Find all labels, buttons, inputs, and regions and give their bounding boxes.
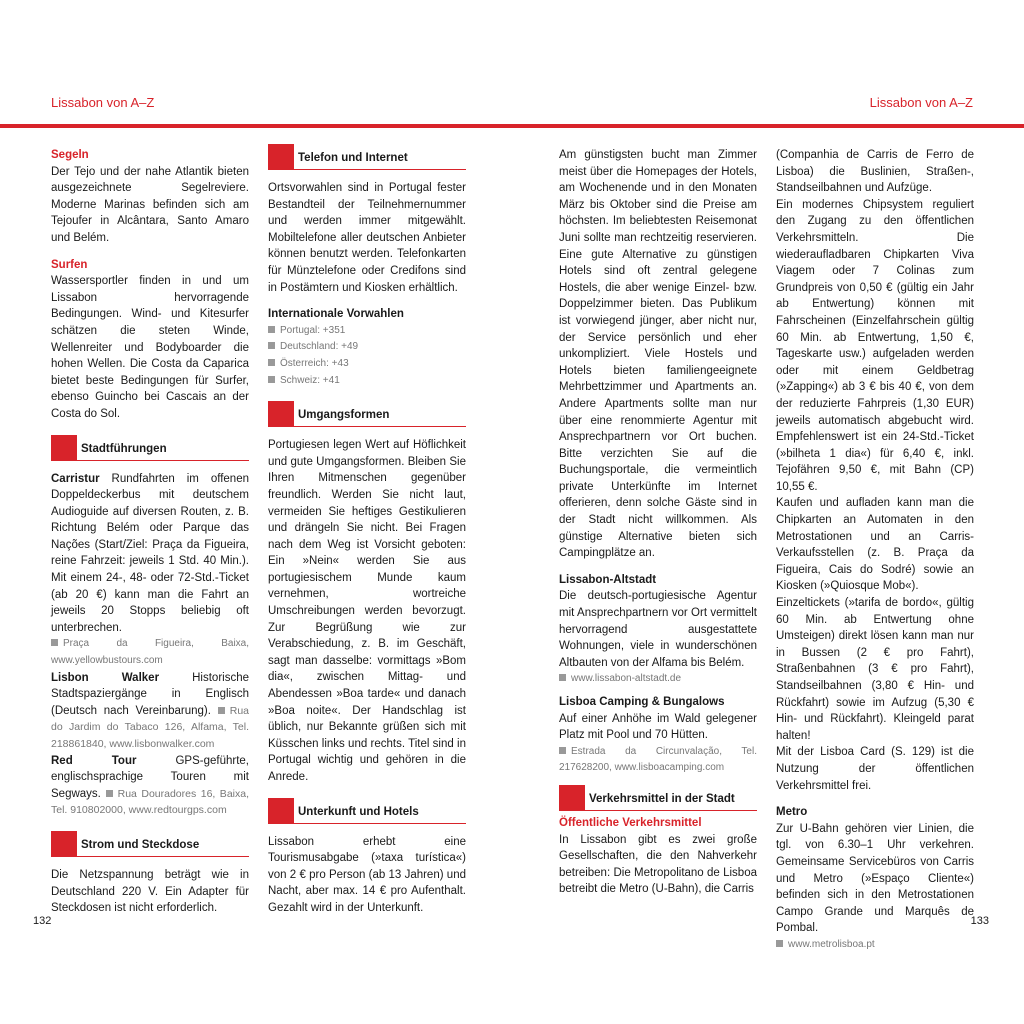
column-4 <box>776 147 974 954</box>
info-bullet-icon <box>559 674 566 681</box>
page-number-left: 132 <box>33 915 52 927</box>
section-marker <box>559 785 585 811</box>
text-hotels-intro: Am günstigsten bucht man Zimmer meist über die Homepages der Hotels, am Wochenende und in den Monaten März bis Oktober sind die Preise am höchsten. Im beliebtesten Reisemonat Juni sollte man rechtzeitig reservieren. Eine gute Alternative zu günstigen Hotels sind oft zentral gelegene Hostels, die aber wenige Einzel- bzw. Doppelzimmer bieten. Das Publikum ist vorwiegend jünger, aber nicht nur, der Service persönlich und eher unkompliziert. Viele Hostels und Hotels bieten familiengeeignete Mehrbettzimmer und Apartments an. Andere Apartments sollte man nur über eine renommierte Agentur mit Ansprechpartnern vor Ort buchen. Bitte verzichten Sie auf die Buchungsportale, die vermeintlich private Unterkünfte im Internet offerieren, denn solche Gäste sind in der Stadt nicht willkommen. Als günstige Alternative bieten sich Campingplätze an. <box>559 149 757 560</box>
entry-name: Carristur <box>51 472 100 485</box>
text-strom: Die Netzspannung beträgt wie in Deutschland 220 V. Ein Adapter für Steckdosen ist nicht erforderlich. <box>51 868 249 915</box>
text-carris-cont: (Companhia de Carris de Ferro de Lisboa) die Buslinien, Straßen-, Standseilbahnen und Aufzüge. <box>776 149 974 195</box>
section-title: Stadtführungen <box>77 442 249 461</box>
section-unterkunft <box>268 798 466 824</box>
info-bullet-icon <box>218 707 225 714</box>
vorwahl-item <box>268 339 466 356</box>
page-number-right: 133 <box>970 915 989 927</box>
info-carristur <box>51 636 249 669</box>
info-bullet-icon <box>51 639 58 646</box>
column-1 <box>51 147 249 917</box>
section-title: Unterkunft und Hotels <box>294 805 466 824</box>
entry-text: Rundfahrten im offenen Doppeldeckerbus mit deutschem Audioguide auf diversen Routen, z. B. Richtung Belém oder Parque das Nações (Start/Ziel: Praça da Figueira, reine Fahrzeit: jeweils 1 Std. 40 Min.). Mit einem 24-, 48- oder 72-Std.-Ticket (ab 20 €) kann man die Fahrt an jeweils 20 Stopps beliebig oft unterbrechen. <box>51 472 249 634</box>
text-metro: Zur U-Bahn gehören vier Linien, die tgl. von 6.30–1 Uhr verkehren. Gemeinsame Servicebüros von Carris und Metro (»Espaço Cliente«) befinden sich in den Metrostationen Campo Grande und Marquês de Pombal. <box>776 822 974 935</box>
text-unterkunft: Lissabon erhebt eine Tourismusabgabe (»taxa turística«) von 2 € pro Person (ab 13 Jahren) und Nacht, aber max. 14 € pro Aufenthalt. Gezahlt wird in der Unterkunft. <box>268 835 466 914</box>
section-title: Strom und Steckdose <box>77 838 249 857</box>
text-oeffentliche: In Lissabon gibt es zwei große Gesellschaften, die den Nahverkehr betreiben: Die Metropolitano de Lisboa betreibt die Metro (U-Bahn), die Carris <box>559 833 757 896</box>
heading-vorwahlen: Internationale Vorwahlen <box>268 308 404 321</box>
info-text: Praça da Figueira, Baixa, www.yellowbustours.com <box>51 638 249 667</box>
heading-segeln: Segeln <box>51 149 89 161</box>
section-marker <box>268 798 294 824</box>
entry-name: Red Tour <box>51 754 137 767</box>
info-bullet-icon <box>776 940 783 947</box>
text-altstadt: Die deutsch-portugiesische Agentur mit Ansprechpartnern vor Ort vermittelt hervorragend ausgestattete Wohnungen, viele in wunderschönen Altbauten von der Alfama bis Belém. <box>559 590 757 669</box>
heading-metro: Metro <box>776 806 808 819</box>
section-title: Telefon und Internet <box>294 151 466 170</box>
text-einzeltickets: Einzeltickets (»tarifa de bordo«, gültig 60 Min. ab Entwertung ohne Umsteigen) direkt lösen kann man nur in Bussen (2 € pro Fahrt), Straßenbahnen (3 € pro Fahrt), Standseilbahnen (3,80 € Hin- und Rückfahrt) sowie im Aufzug (5,30 € Hin- und Rückfahrt). Kleingeld parat halten! <box>776 597 974 742</box>
info-altstadt <box>559 671 757 688</box>
info-text: Rua Douradores 16, Baixa, Tel. 910802000, www.redtourgps.com <box>51 787 249 817</box>
column-3 <box>559 147 757 898</box>
section-marker <box>51 831 77 857</box>
info-text: Rua do Jardim do Tabaco 126, Alfama, Tel. 218861840, www.lisbonwalker.com <box>51 704 249 750</box>
text-camping: Auf einer Anhöhe im Wald gelegener Platz mit Pool und 70 Hütten. <box>559 712 757 742</box>
info-text: Estrada da Circunvalação, Tel. 217628200, www.lisboacamping.com <box>559 745 757 774</box>
section-marker <box>268 401 294 427</box>
text-surfen: Wassersportler finden in und um Lissabon hervorragende Bedingungen. Wind- und Kitesurfer schätzen die steten Winde, Wellenreiter und Bodyboarder die hohen Wellen. Die Costa da Caparica bietet beste Bedingungen für Surfer, ebenso Guincho bei Cascais an der Costa do Sol. <box>51 275 249 420</box>
entry-text: Historische Stadtspaziergänge in Englisch (Deutsch nach Vereinbarung). <box>51 671 249 717</box>
column-2 <box>268 147 466 917</box>
running-header-right: Lissabon von A–Z <box>869 95 973 110</box>
entry-text: GPS-geführte, englischsprachige Touren mit Segways. <box>51 754 249 800</box>
section-marker <box>268 144 294 170</box>
running-header-left: Lissabon von A–Z <box>51 95 155 110</box>
info-text: www.lissabon-altstadt.de <box>571 673 682 685</box>
info-metro <box>776 937 974 954</box>
bullet-icon <box>268 376 275 383</box>
text-chipsystem: Ein modernes Chipsystem reguliert den Zugang zu den öffentlichen Verkehrsmitteln. Die wiederaufladbaren Chipkarten Viva Viagem oder 7 Colinas zum Grundpreis von 0,50 € (gültig ein Jahr ab Entwertung) können mit Fahrscheinen (Einzelfahrschein gültig 60 Min. ab Entwertung, 1,50 €, Tageskarte usw.) aufgeladen werden oder mit einem Geldbetrag (»Zapping«) ab 3 € bis 40 €, von dem der reduzierte Fahrpreis (1,30 EUR) jeweils automatisch abgebucht wird. Empfehlenswert ist ein 24-Std.-Ticket (»bilheta 1 dia«) für 6,40 €, inkl. Tejofähren 9,50 €, mit Bahn (CP) 10,55 €. <box>776 198 974 493</box>
text-kaufen: Kaufen und aufladen kann man die Chipkarten an Automaten in den Metrostationen und an Carris-Verkaufsstellen (z. B. Praça da Figueira, Cais do Sodré) sowie an Kiosken (»Quiosque Mob«). <box>776 497 974 593</box>
heading-surfen: Surfen <box>51 258 88 271</box>
entry-red-tour <box>51 753 249 819</box>
header-rule <box>0 124 1024 128</box>
section-stadtfuehrungen <box>51 435 249 461</box>
section-strom <box>51 831 249 857</box>
vorwahl-item <box>268 323 466 340</box>
vorwahl-text: Deutschland: +49 <box>280 341 359 353</box>
entry-carristur <box>51 471 249 637</box>
section-marker <box>51 435 77 461</box>
text-umgangsformen: Portugiesen legen Wert auf Höflichkeit und gute Umgangsformen. Bleiben Sie Ihren Mitmenschen gegenüber freundlich. Werden Sie nicht laut, vermeiden Sie heftiges Gestikulieren und drängeln Sie nicht. Bei Fragen nach dem Weg ist Vorsicht geboten: Ein »Nein« werden Sie aus portugiesischem Munde kaum vernehmen, wortreiche Umschreibungen werden bevorzugt. Zur Begrüßung wie zur Verabschiedung, z. B. im Geschäft, sagt man dasselbe: vormittags »Bom dia«, zwischen Mittag- und Abendessen »Boa tarde« und danach »Boa noite«. Der Handschlag ist üblich, nur Bekannte grüßen sich mit Küsschen links und rechts. Titel sind in Portugal wichtig und gehören in die Anrede. <box>268 439 466 783</box>
section-telefon <box>268 144 466 170</box>
info-camping <box>559 744 757 777</box>
section-title: Umgangsformen <box>294 408 466 427</box>
vorwahl-item <box>268 356 466 373</box>
section-title: Verkehrsmittel in der Stadt <box>585 792 757 811</box>
section-verkehrsmittel <box>559 785 757 811</box>
vorwahl-text: Schweiz: +41 <box>280 374 340 386</box>
bullet-icon <box>268 326 275 333</box>
heading-camping: Lisboa Camping & Bungalows <box>559 696 725 708</box>
entry-lisbon-walker <box>51 670 249 753</box>
vorwahl-text: Österreich: +43 <box>280 357 349 369</box>
entry-name: Lisbon Walker <box>51 671 160 684</box>
info-text: www.metrolisboa.pt <box>788 938 875 950</box>
heading-altstadt: Lissabon-Altstadt <box>559 573 657 586</box>
bullet-icon <box>268 342 275 349</box>
text-segeln: Der Tejo und der nahe Atlantik bieten ausgezeichnete Segelreviere. Moderne Marinas befinden sich am Tejoufer in Alcântara, Santo Amaro und Belém. <box>51 165 249 244</box>
vorwahl-item <box>268 373 466 390</box>
vorwahl-text: Portugal: +351 <box>280 324 346 336</box>
info-bullet-icon <box>559 747 566 754</box>
heading-oeffentliche: Öffentliche Verkehrsmittel <box>559 816 702 829</box>
bullet-icon <box>268 359 275 366</box>
info-bullet-icon <box>106 790 113 797</box>
text-lisboa-card: Mit der Lisboa Card (S. 129) ist die Nutzung der öffentlichen Verkehrsmittel frei. <box>776 746 974 792</box>
text-telefon: Ortsvorwahlen sind in Portugal fester Bestandteil der Teilnehmernummer und werden immer mitgewählt. Mobiltelefone aller deutschen Anbieter können benutzt werden. Telefonkarten für Münztelefone oder Credifons sind in Postämtern und Kiosken erhältlich. <box>268 182 466 294</box>
section-umgangsformen <box>268 401 466 427</box>
